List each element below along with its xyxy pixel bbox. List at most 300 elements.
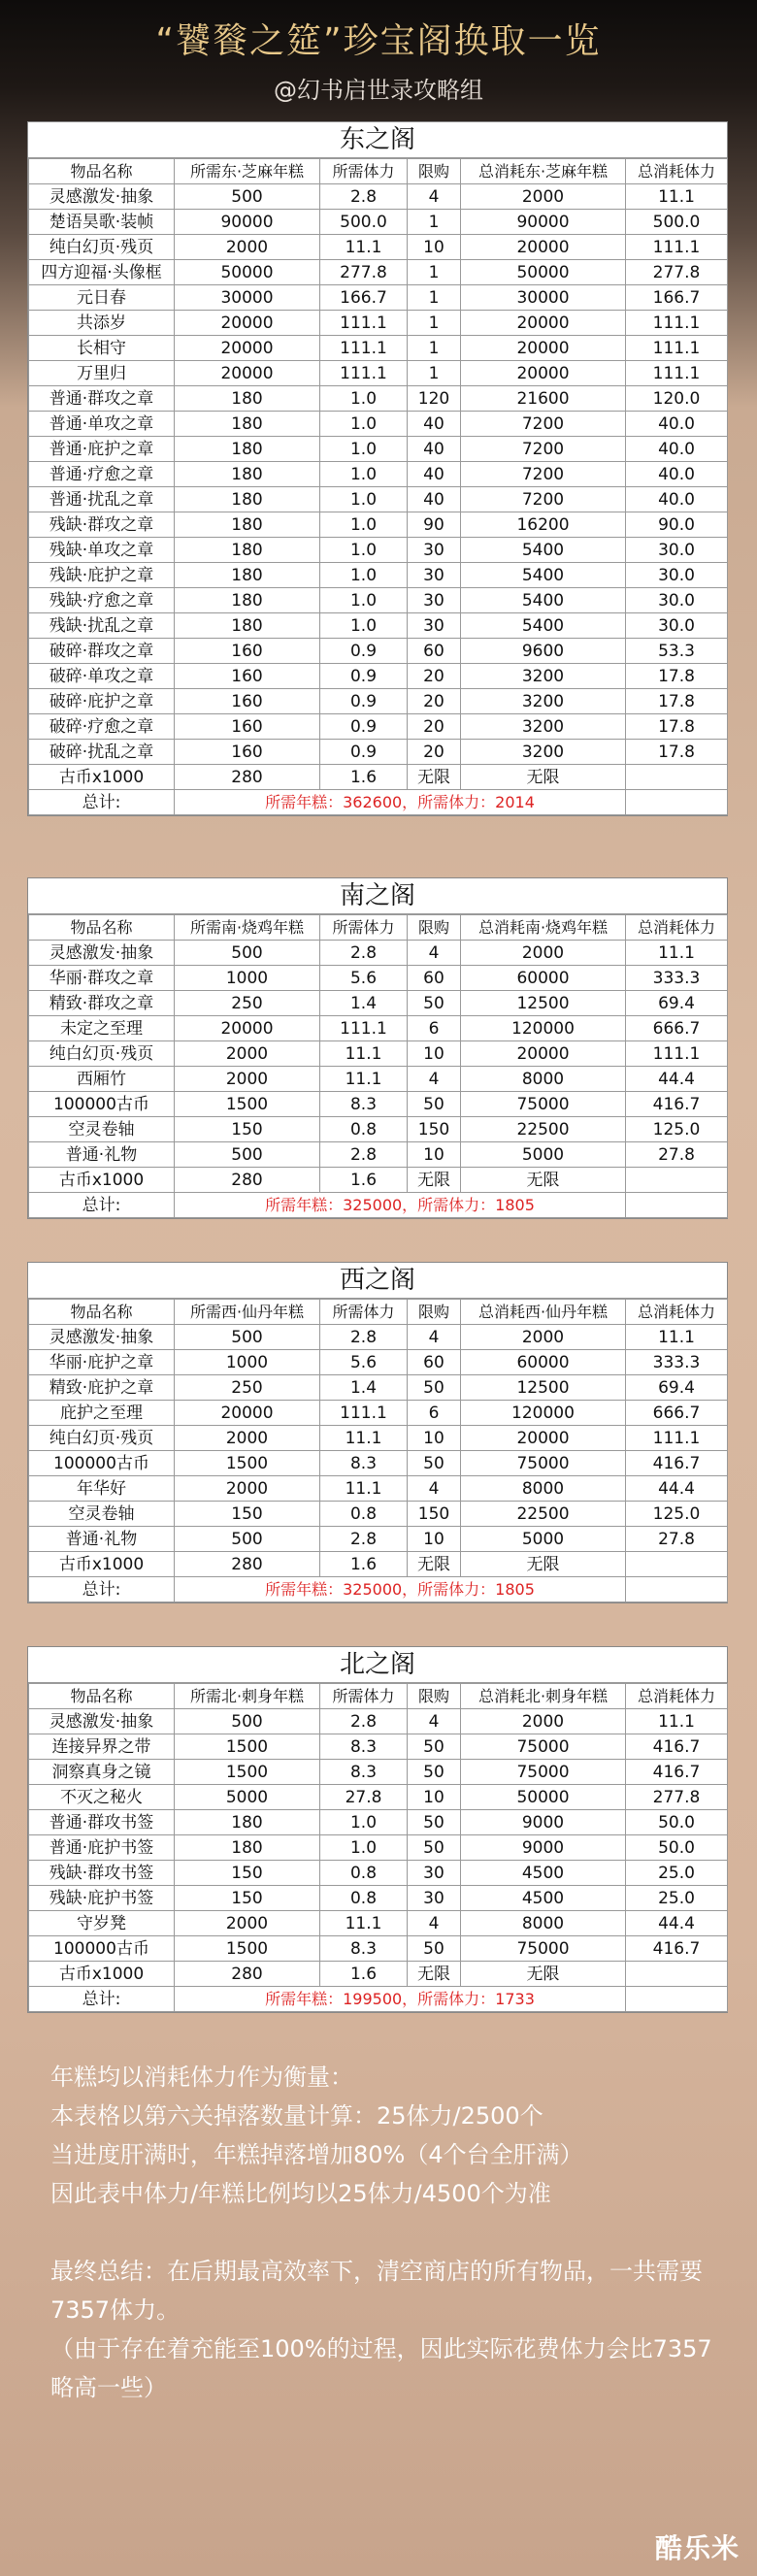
table-cell: 古币x1000 — [29, 1962, 175, 1987]
table-cell: 1.0 — [320, 487, 408, 512]
table-cell: 1.0 — [320, 1835, 408, 1861]
table-cell: 44.4 — [626, 1911, 728, 1936]
table-cell: 8.3 — [320, 1936, 408, 1962]
table-cell: 1.0 — [320, 462, 408, 487]
table-title: 东之阁 — [28, 122, 727, 158]
table-cell: 古币x1000 — [29, 765, 175, 790]
table-cell: 3200 — [461, 689, 626, 714]
table-row — [29, 1142, 728, 1168]
table-cell: 破碎·群攻之章 — [29, 639, 175, 664]
table-cell: 20000 — [175, 311, 320, 336]
table-cell: 无限 — [461, 1168, 626, 1193]
table-cell: 0.9 — [320, 664, 408, 689]
table-cell: 破碎·庇护之章 — [29, 689, 175, 714]
table-row — [29, 1709, 728, 1734]
table-cell: 残缺·群攻之章 — [29, 512, 175, 538]
table-cell: 无限 — [408, 1962, 461, 1987]
column-header: 总消耗北·刺身年糕 — [461, 1684, 626, 1709]
table-row — [29, 1810, 728, 1835]
table-row — [29, 1527, 728, 1552]
table-cell: 111.1 — [320, 361, 408, 386]
table-cell: 90000 — [461, 210, 626, 235]
table-cell: 125.0 — [626, 1502, 728, 1527]
table-cell: 250 — [175, 1375, 320, 1401]
table-cell: 4 — [408, 1325, 461, 1350]
table-cell: 60 — [408, 639, 461, 664]
table-cell: 1.6 — [320, 1552, 408, 1577]
table-cell: 100000古币 — [29, 1092, 175, 1117]
table-cell: 8000 — [461, 1911, 626, 1936]
table-cell: 50000 — [461, 1785, 626, 1810]
table-cell: 6 — [408, 1401, 461, 1426]
table-cell: 2000 — [175, 235, 320, 260]
table-cell: 150 — [408, 1502, 461, 1527]
table-cell: 9000 — [461, 1810, 626, 1835]
table-title: 南之阁 — [28, 878, 727, 914]
table-row — [29, 386, 728, 412]
table-cell: 40.0 — [626, 437, 728, 462]
table-cell: 20 — [408, 740, 461, 765]
table-cell: 四方迎福·头像框 — [29, 260, 175, 285]
note-line: （由于存在着充能至100%的过程，因此实际花费体力会比7357略高一些） — [50, 2335, 712, 2401]
table-cell: 1000 — [175, 1350, 320, 1375]
table-cell: 100000古币 — [29, 1451, 175, 1476]
table-cell: 60000 — [461, 966, 626, 991]
table-cell: 4 — [408, 1476, 461, 1502]
table-cell: 180 — [175, 1835, 320, 1861]
column-header: 总消耗体力 — [626, 159, 728, 184]
table-row — [29, 1067, 728, 1092]
table-cell: 20 — [408, 664, 461, 689]
table-cell: 50.0 — [626, 1810, 728, 1835]
table-row — [29, 1734, 728, 1760]
table-cell: 7200 — [461, 487, 626, 512]
table-cell: 4 — [408, 1067, 461, 1092]
note-spacer — [50, 2213, 730, 2252]
table-row — [29, 689, 728, 714]
table-cell: 0.8 — [320, 1861, 408, 1886]
total-label: 总计: — [29, 790, 175, 815]
total-row — [29, 1987, 728, 2012]
table-cell: 40 — [408, 437, 461, 462]
table-cell: 残缺·扰乱之章 — [29, 613, 175, 639]
table-cell: 5.6 — [320, 1350, 408, 1375]
table-cell: 1.6 — [320, 1168, 408, 1193]
table-cell: 5000 — [461, 1527, 626, 1552]
table-row — [29, 336, 728, 361]
table-cell: 17.8 — [626, 714, 728, 740]
table-cell: 333.3 — [626, 966, 728, 991]
table-cell: 空灵卷轴 — [29, 1502, 175, 1527]
table-header-row — [29, 1300, 728, 1325]
table-cell: 普通·庇护书签 — [29, 1835, 175, 1861]
note-line: 本表格以第六关掉落数量计算：25体力/2500个 — [50, 2102, 543, 2130]
table-cell: 0.9 — [320, 714, 408, 740]
table-title: 北之阁 — [28, 1647, 727, 1683]
table-cell: 无限 — [408, 765, 461, 790]
column-header: 总消耗南·烧鸡年糕 — [461, 915, 626, 941]
table-cell: 2.8 — [320, 1709, 408, 1734]
table-cell: 1.0 — [320, 437, 408, 462]
table-row — [29, 1861, 728, 1886]
column-header: 物品名称 — [29, 1300, 175, 1325]
column-header: 总消耗东·芝麻年糕 — [461, 159, 626, 184]
table-row — [29, 1785, 728, 1810]
table-row — [29, 1936, 728, 1962]
table-cell: 500.0 — [320, 210, 408, 235]
table-cell: 0.9 — [320, 740, 408, 765]
table-row — [29, 1325, 728, 1350]
total-value: 所需年糕：362600，所需体力：2014 — [175, 790, 626, 815]
table-cell: 无限 — [461, 1552, 626, 1577]
table-cell: 普通·庇护之章 — [29, 437, 175, 462]
table-cell: 180 — [175, 512, 320, 538]
total-empty-cell — [626, 1987, 728, 2012]
table-cell: 2000 — [175, 1476, 320, 1502]
table-cell: 残缺·单攻之章 — [29, 538, 175, 563]
table-cell: 8000 — [461, 1067, 626, 1092]
table-cell: 180 — [175, 563, 320, 588]
total-empty-cell — [626, 1577, 728, 1602]
table-cell: 30 — [408, 1886, 461, 1911]
table-cell: 普通·礼物 — [29, 1527, 175, 1552]
table-cell: 20000 — [461, 1426, 626, 1451]
table-row — [29, 512, 728, 538]
table-row — [29, 1016, 728, 1041]
table-cell: 150 — [175, 1861, 320, 1886]
table-cell: 666.7 — [626, 1016, 728, 1041]
table-cell: 180 — [175, 538, 320, 563]
table-cell: 4500 — [461, 1886, 626, 1911]
table-cell: 666.7 — [626, 1401, 728, 1426]
table-cell: 纯白幻页·残页 — [29, 1426, 175, 1451]
table-cell: 75000 — [461, 1760, 626, 1785]
table-cell: 17.8 — [626, 740, 728, 765]
column-header: 所需西·仙丹年糕 — [175, 1300, 320, 1325]
table-cell: 1.0 — [320, 588, 408, 613]
table-cell: 30 — [408, 588, 461, 613]
table-cell: 守岁凳 — [29, 1911, 175, 1936]
table-cell: 111.1 — [626, 1426, 728, 1451]
table-cell — [626, 1962, 728, 1987]
table-cell: 111.1 — [626, 361, 728, 386]
table-cell: 25.0 — [626, 1861, 728, 1886]
table-cell: 连接异界之带 — [29, 1734, 175, 1760]
table-cell: 44.4 — [626, 1476, 728, 1502]
table-cell: 1500 — [175, 1092, 320, 1117]
table-row — [29, 941, 728, 966]
notes-section — [50, 2058, 730, 2407]
table-cell: 1.0 — [320, 1810, 408, 1835]
table-cell — [626, 765, 728, 790]
table-cell: 1.0 — [320, 538, 408, 563]
table-cell: 40.0 — [626, 462, 728, 487]
table-cell: 60 — [408, 966, 461, 991]
table-cell: 8.3 — [320, 1451, 408, 1476]
table-cell: 庇护之至理 — [29, 1401, 175, 1426]
column-header: 所需北·刺身年糕 — [175, 1684, 320, 1709]
table-cell: 20 — [408, 714, 461, 740]
table-cell: 150 — [175, 1886, 320, 1911]
table-cell: 灵感激发·抽象 — [29, 941, 175, 966]
table-cell: 12500 — [461, 1375, 626, 1401]
table-title: 西之阁 — [28, 1263, 727, 1299]
table-cell: 50 — [408, 1810, 461, 1835]
table-cell: 75000 — [461, 1936, 626, 1962]
table-cell: 111.1 — [320, 336, 408, 361]
table-cell: 普通·群攻书签 — [29, 1810, 175, 1835]
table-cell: 500 — [175, 1142, 320, 1168]
table-cell: 1 — [408, 361, 461, 386]
table-cell: 4 — [408, 1709, 461, 1734]
table-cell: 416.7 — [626, 1092, 728, 1117]
table-cell: 残缺·庇护书签 — [29, 1886, 175, 1911]
table-cell: 破碎·单攻之章 — [29, 664, 175, 689]
table-row — [29, 487, 728, 512]
table-cell: 250 — [175, 991, 320, 1016]
table-row — [29, 1092, 728, 1117]
table-cell: 0.9 — [320, 689, 408, 714]
table-row — [29, 740, 728, 765]
table-cell: 280 — [175, 765, 320, 790]
table-cell: 9600 — [461, 639, 626, 664]
data-table — [28, 914, 728, 1218]
table-cell: 2000 — [175, 1426, 320, 1451]
column-header: 物品名称 — [29, 915, 175, 941]
table-west — [27, 1262, 728, 1603]
table-cell: 2000 — [461, 1325, 626, 1350]
table-cell: 50 — [408, 991, 461, 1016]
table-cell: 111.1 — [626, 1041, 728, 1067]
table-cell: 9000 — [461, 1835, 626, 1861]
table-header-row — [29, 159, 728, 184]
table-cell: 120000 — [461, 1016, 626, 1041]
table-cell: 年华好 — [29, 1476, 175, 1502]
table-cell: 4 — [408, 184, 461, 210]
table-cell: 30.0 — [626, 588, 728, 613]
table-cell: 27.8 — [626, 1142, 728, 1168]
table-cell: 灵感激发·抽象 — [29, 1325, 175, 1350]
page-title: “饕餮之筵”珍宝阁换取一览 — [155, 21, 602, 61]
table-cell — [626, 1168, 728, 1193]
table-cell: 2.8 — [320, 1527, 408, 1552]
note-line: 因此表中体力/年糕比例均以25体力/4500个为准 — [50, 2180, 551, 2207]
page-header — [0, 0, 757, 107]
table-cell: 11.1 — [626, 941, 728, 966]
table-cell: 16200 — [461, 512, 626, 538]
table-cell: 50 — [408, 1936, 461, 1962]
table-cell: 416.7 — [626, 1760, 728, 1785]
table-header-row — [29, 1684, 728, 1709]
table-cell: 75000 — [461, 1734, 626, 1760]
table-cell: 2.8 — [320, 941, 408, 966]
table-row — [29, 714, 728, 740]
table-cell: 20000 — [175, 336, 320, 361]
table-cell: 150 — [175, 1117, 320, 1142]
table-cell: 50 — [408, 1092, 461, 1117]
table-cell: 30 — [408, 538, 461, 563]
table-cell: 1 — [408, 285, 461, 311]
table-cell: 元日春 — [29, 285, 175, 311]
table-cell: 11.1 — [320, 235, 408, 260]
table-cell: 无限 — [408, 1552, 461, 1577]
table-cell: 500.0 — [626, 210, 728, 235]
table-cell: 2.8 — [320, 1325, 408, 1350]
table-row — [29, 563, 728, 588]
table-cell: 69.4 — [626, 1375, 728, 1401]
column-header: 限购 — [408, 1684, 461, 1709]
table-cell: 2.8 — [320, 184, 408, 210]
table-east — [27, 121, 728, 816]
table-cell: 180 — [175, 588, 320, 613]
table-row — [29, 437, 728, 462]
table-cell: 华丽·庇护之章 — [29, 1350, 175, 1375]
table-cell: 11.1 — [320, 1067, 408, 1092]
table-cell: 3200 — [461, 714, 626, 740]
table-cell: 280 — [175, 1552, 320, 1577]
table-row — [29, 1350, 728, 1375]
table-cell: 0.8 — [320, 1886, 408, 1911]
table-row — [29, 462, 728, 487]
total-label: 总计: — [29, 1987, 175, 2012]
data-table — [28, 1299, 728, 1602]
data-table — [28, 1683, 728, 2012]
table-cell: 30 — [408, 563, 461, 588]
table-cell: 2000 — [175, 1041, 320, 1067]
table-row — [29, 412, 728, 437]
table-cell: 40 — [408, 412, 461, 437]
table-cell: 无限 — [461, 765, 626, 790]
table-cell: 160 — [175, 740, 320, 765]
table-cell: 30000 — [461, 285, 626, 311]
column-header: 所需东·芝麻年糕 — [175, 159, 320, 184]
table-cell: 普通·疗愈之章 — [29, 462, 175, 487]
table-cell: 27.8 — [320, 1785, 408, 1810]
table-row — [29, 1962, 728, 1987]
table-row — [29, 1117, 728, 1142]
table-cell: 5000 — [461, 1142, 626, 1168]
table-cell: 残缺·庇护之章 — [29, 563, 175, 588]
table-cell: 无限 — [461, 1962, 626, 1987]
table-cell: 333.3 — [626, 1350, 728, 1375]
table-cell: 1.4 — [320, 991, 408, 1016]
column-header: 总消耗体力 — [626, 1684, 728, 1709]
table-cell: 2.8 — [320, 1142, 408, 1168]
table-cell: 5000 — [175, 1785, 320, 1810]
table-cell: 17.8 — [626, 689, 728, 714]
table-cell: 20000 — [461, 1041, 626, 1067]
column-header: 限购 — [408, 159, 461, 184]
total-row — [29, 790, 728, 815]
table-cell: 160 — [175, 664, 320, 689]
table-cell: 1.6 — [320, 1962, 408, 1987]
table-cell: 111.1 — [320, 1016, 408, 1041]
table-cell: 500 — [175, 1527, 320, 1552]
table-cell: 25.0 — [626, 1886, 728, 1911]
column-header: 所需体力 — [320, 159, 408, 184]
table-cell: 500 — [175, 1325, 320, 1350]
total-label: 总计: — [29, 1577, 175, 1602]
table-cell: 111.1 — [626, 235, 728, 260]
table-cell: 50 — [408, 1451, 461, 1476]
table-cell: 120 — [408, 386, 461, 412]
column-header: 总消耗西·仙丹年糕 — [461, 1300, 626, 1325]
table-row — [29, 1401, 728, 1426]
table-cell: 0.8 — [320, 1117, 408, 1142]
table-cell: 277.8 — [320, 260, 408, 285]
table-cell: 1 — [408, 336, 461, 361]
table-cell: 20000 — [175, 1016, 320, 1041]
table-row — [29, 538, 728, 563]
table-cell: 50 — [408, 1734, 461, 1760]
table-cell: 0.8 — [320, 1502, 408, 1527]
table-cell: 20000 — [461, 311, 626, 336]
table-cell: 1.0 — [320, 412, 408, 437]
table-cell: 30.0 — [626, 563, 728, 588]
watermark-logo: 酷乐米 — [654, 2532, 740, 2564]
table-row — [29, 991, 728, 1016]
column-header: 所需南·烧鸡年糕 — [175, 915, 320, 941]
table-cell: 1.6 — [320, 765, 408, 790]
table-row — [29, 1041, 728, 1067]
table-cell: 5.6 — [320, 966, 408, 991]
table-cell: 8.3 — [320, 1092, 408, 1117]
table-cell: 500 — [175, 941, 320, 966]
table-cell: 1.0 — [320, 563, 408, 588]
table-cell: 90.0 — [626, 512, 728, 538]
table-cell: 12500 — [461, 991, 626, 1016]
table-cell: 125.0 — [626, 1117, 728, 1142]
table-cell — [626, 1552, 728, 1577]
table-cell: 280 — [175, 1168, 320, 1193]
table-cell: 长相守 — [29, 336, 175, 361]
table-cell: 残缺·疗愈之章 — [29, 588, 175, 613]
table-row — [29, 285, 728, 311]
table-cell: 111.1 — [320, 311, 408, 336]
note-summary: 最终总结：在后期最高效率下，清空商店的所有物品，一共需要7357体力。 — [50, 2258, 703, 2324]
table-header-row — [29, 915, 728, 941]
table-cell: 10 — [408, 1142, 461, 1168]
table-cell: 破碎·疗愈之章 — [29, 714, 175, 740]
total-value: 所需年糕：199500，所需体力：1733 — [175, 1987, 626, 2012]
table-row — [29, 1911, 728, 1936]
table-cell: 17.8 — [626, 664, 728, 689]
table-cell: 无限 — [408, 1168, 461, 1193]
table-cell: 楚语昊歌·装帧 — [29, 210, 175, 235]
table-cell: 2000 — [461, 1709, 626, 1734]
table-row — [29, 1760, 728, 1785]
table-row — [29, 235, 728, 260]
total-label: 总计: — [29, 1193, 175, 1218]
table-cell: 50000 — [461, 260, 626, 285]
table-cell: 1.4 — [320, 1375, 408, 1401]
table-cell: 500 — [175, 1709, 320, 1734]
table-cell: 180 — [175, 1810, 320, 1835]
table-cell: 10 — [408, 1041, 461, 1067]
table-cell: 精致·庇护之章 — [29, 1375, 175, 1401]
table-cell: 8.3 — [320, 1760, 408, 1785]
table-cell: 50.0 — [626, 1835, 728, 1861]
table-cell: 11.1 — [320, 1911, 408, 1936]
table-row — [29, 664, 728, 689]
table-cell: 11.1 — [320, 1041, 408, 1067]
table-cell: 10 — [408, 1527, 461, 1552]
table-cell: 3200 — [461, 740, 626, 765]
table-cell: 10 — [408, 1426, 461, 1451]
table-cell: 古币x1000 — [29, 1552, 175, 1577]
table-cell: 22500 — [461, 1117, 626, 1142]
table-cell: 180 — [175, 412, 320, 437]
